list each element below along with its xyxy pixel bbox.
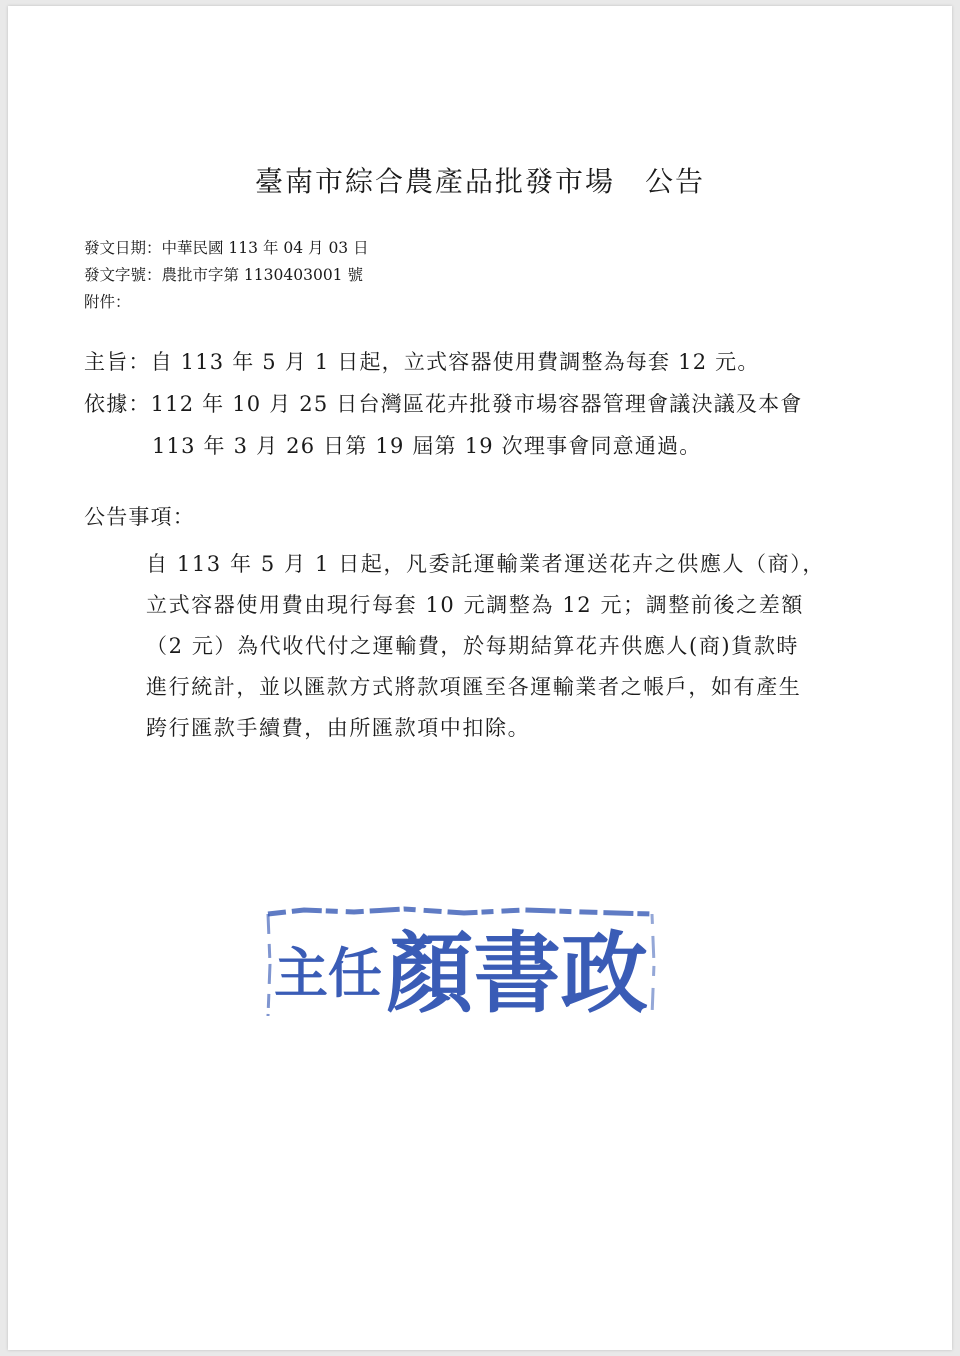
- basis-line-2: 113 年 3 月 26 日第 19 屆第 19 次理事會同意通過。: [152, 434, 702, 458]
- document-main: [84, 341, 803, 467]
- document-meta: [84, 235, 369, 316]
- document-number: 發文字號：農批市字第 1130403001 號: [84, 266, 363, 284]
- notice-line: 跨行匯款手續費，由所匯款項中扣除。: [146, 716, 531, 740]
- notice-line: （2 元）為代收代付之運輸費，於每期結算花卉供應人(商)貨款時: [146, 634, 800, 658]
- issue-date: 發文日期：中華民國 113 年 04 月 03 日: [84, 239, 369, 257]
- document-title: 臺南市綜合農產品批發市場 公告: [254, 165, 705, 198]
- document-page: [8, 6, 952, 1350]
- director-seal: [264, 904, 656, 1024]
- notice-body: [146, 544, 825, 749]
- subject-line: 主旨：自 113 年 5 月 1 日起，立式容器使用費調整為每套 12 元。: [84, 350, 760, 374]
- notice-heading: 公告事項：: [84, 505, 195, 529]
- seal-name: 顏書政: [386, 921, 648, 1024]
- basis-line-1: 依據：112 年 10 月 25 日台灣區花卉批發市場容器管理會議決議及本會: [84, 392, 803, 416]
- notice-line: 立式容器使用費由現行每套 10 元調整為 12 元；調整前後之差額: [146, 593, 804, 617]
- attachments: 附件：: [84, 293, 131, 311]
- notice-line: 進行統計，並以匯款方式將款項匯至各運輸業者之帳戶，如有產生: [146, 675, 802, 699]
- seal-title: 主任: [274, 941, 382, 1005]
- notice-line: 自 113 年 5 月 1 日起，凡委託運輸業者運送花卉之供應人（商），: [146, 552, 825, 576]
